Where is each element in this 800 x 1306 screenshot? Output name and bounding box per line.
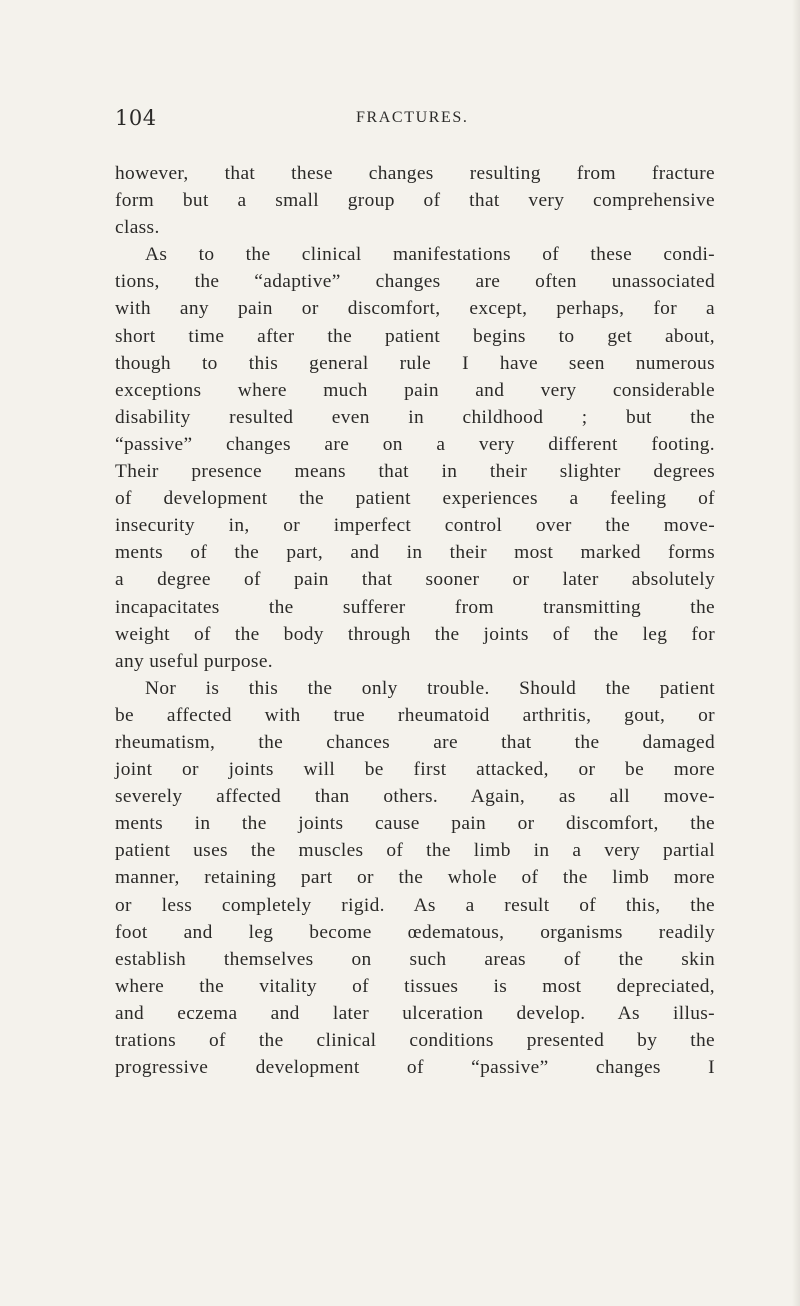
text-line: establish themselves on such areas of the skin xyxy=(115,948,715,970)
text-line: joint or joints will be first attacked, or be more xyxy=(115,759,715,781)
text-line: disability resulted even in childhood ; but the xyxy=(115,406,715,428)
text-line: foot and leg become œdematous, organisms readily xyxy=(115,921,715,943)
text-line: however, that these changes resulting from fracture xyxy=(115,163,715,184)
body-text xyxy=(115,160,715,1081)
text-line: form but a small group of that very comprehensive xyxy=(115,190,715,212)
text-line: incapacitates the sufferer from transmitting the xyxy=(115,596,715,618)
text-line: “passive” changes are on a very different footing. xyxy=(115,433,715,455)
text-line: trations of the clinical conditions presented by the xyxy=(115,1030,715,1051)
text-line: short time after the patient begins to get about, xyxy=(115,325,715,347)
text-line: tions, the “adaptive” changes are often unassociated xyxy=(115,271,715,293)
text-line: or less completely rigid. As a result of this, the xyxy=(115,894,715,916)
text-line: exceptions where much pain and very considerable xyxy=(115,379,715,401)
text-line: ments of the part, and in their most marked forms xyxy=(115,542,715,564)
text-line: Their presence means that in their slighter degrees xyxy=(115,461,715,483)
scan-edge-shadow xyxy=(792,0,800,1306)
text-line: of development the patient experiences a feeling of xyxy=(115,488,715,510)
text-line: class. xyxy=(115,217,160,239)
text-line: patient uses the muscles of the limb in a very partial xyxy=(115,840,715,862)
text-line: though to this general rule I have seen numerous xyxy=(115,352,715,374)
text-line: be affected with true rheumatoid arthritis, gout, or xyxy=(115,704,715,726)
text-line: manner, retaining part or the whole of the limb more xyxy=(115,867,715,889)
running-head: FRACTURES. xyxy=(356,109,469,126)
text-line: with any pain or discomfort, except, perhaps, for a xyxy=(115,298,715,320)
text-line: rheumatism, the chances are that the damaged xyxy=(115,731,715,753)
text-line: any useful purpose. xyxy=(115,650,273,672)
text-line: Nor is this the only trouble. Should the patient xyxy=(145,677,715,699)
text-line: As to the clinical manifestations of these condi- xyxy=(145,244,715,266)
text-line: severely affected than others. Again, as all move- xyxy=(115,786,715,808)
text-line: ments in the joints cause pain or discomfort, the xyxy=(115,813,715,835)
page-number: 104 xyxy=(115,106,157,130)
text-line: insecurity in, or imperfect control over the move- xyxy=(115,515,715,537)
text-line: weight of the body through the joints of the leg for xyxy=(115,623,715,645)
text-line: a degree of pain that sooner or later absolutely xyxy=(115,569,715,591)
text-line: where the vitality of tissues is most depreciated, xyxy=(115,975,715,997)
text-line: and eczema and later ulceration develop. As illus- xyxy=(115,1002,715,1024)
text-line: progressive development of “passive” changes I xyxy=(115,1057,715,1079)
page-header xyxy=(115,106,715,134)
